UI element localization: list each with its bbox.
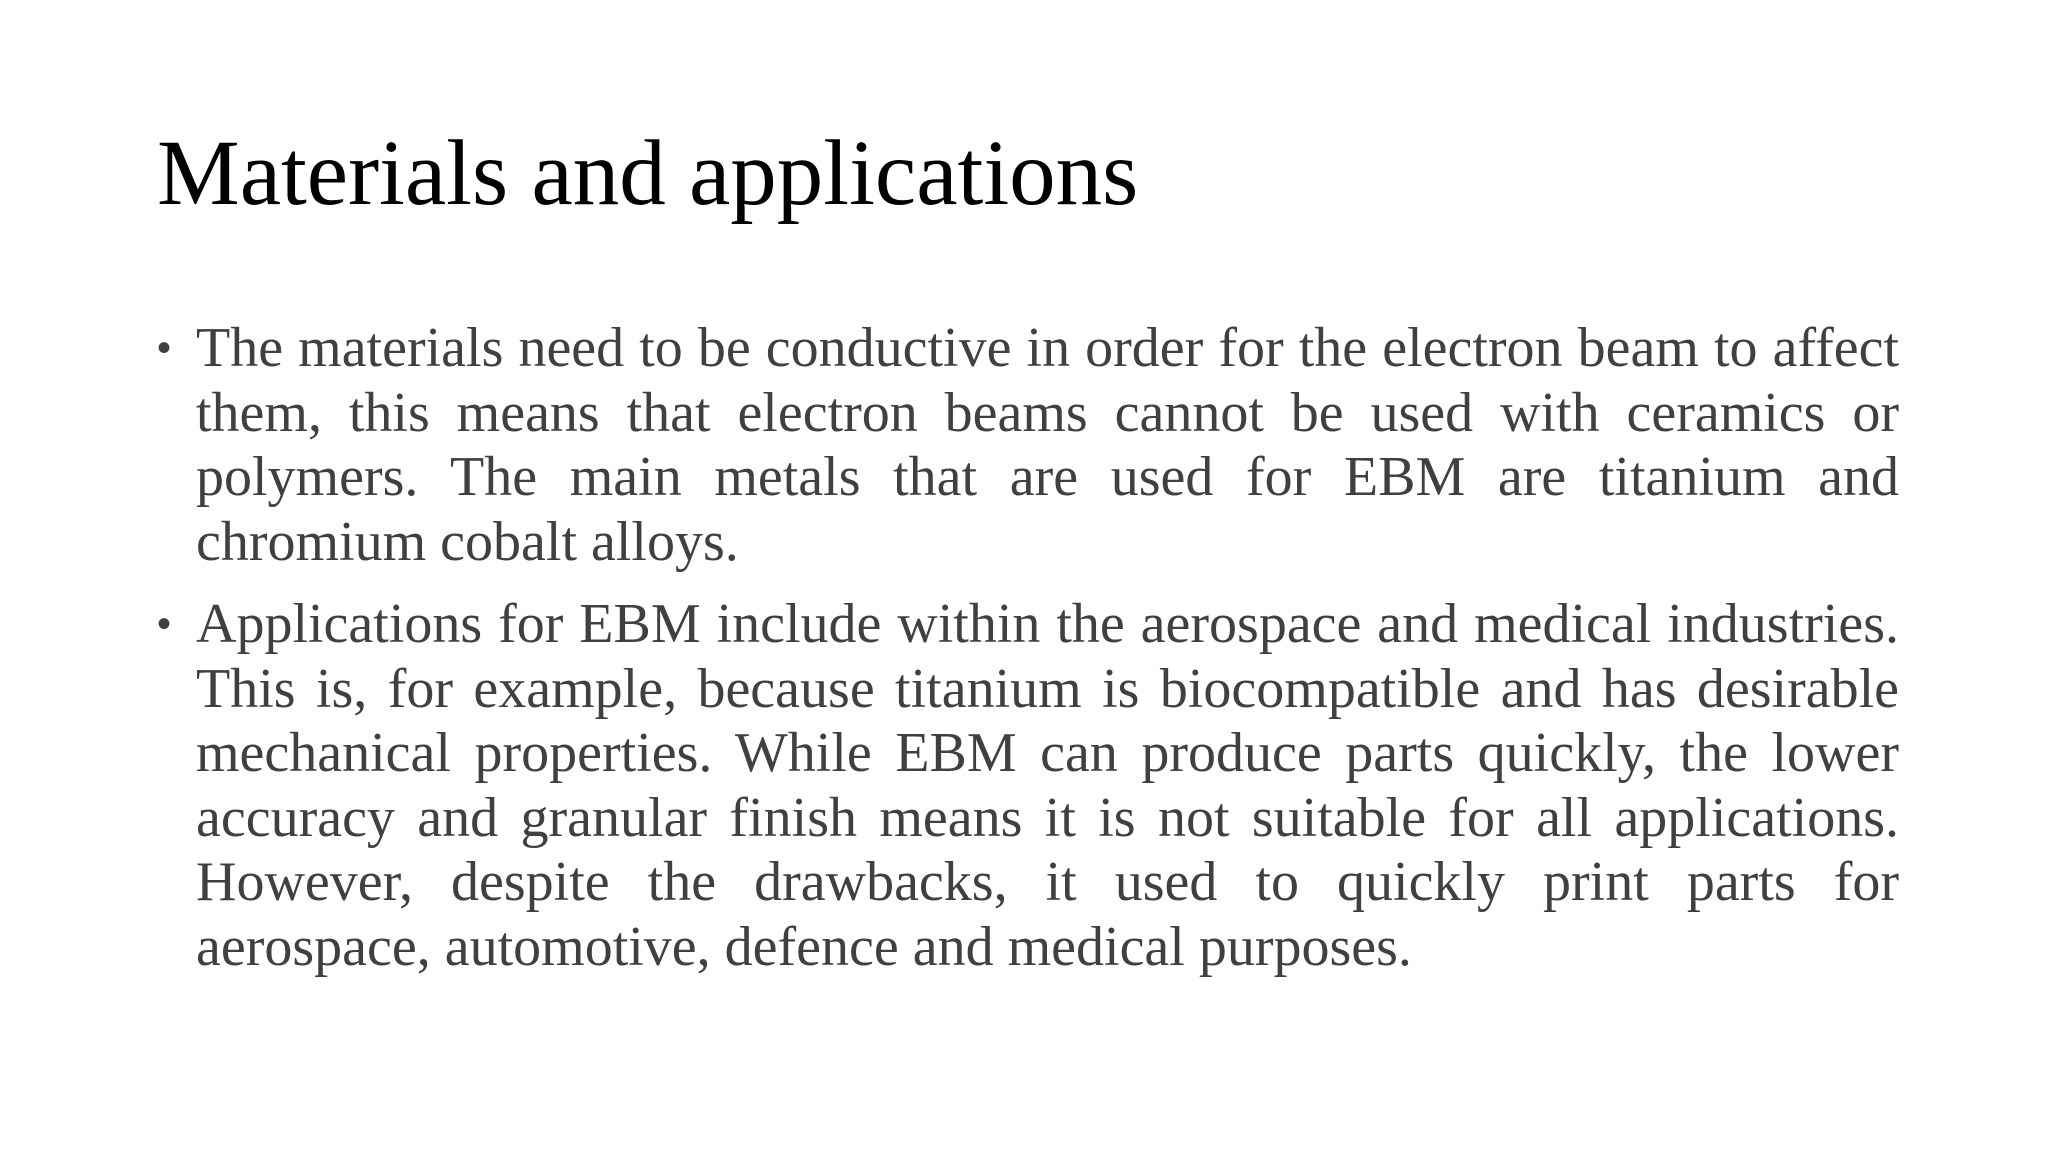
- bullet-marker: •: [157, 602, 172, 646]
- bullet-text-materials: The materials need to be conductive in order for the electron beam to affect them, this means that electron beams cannot be used with ceramics or polymers. The main metals that are used for EBM are titanium and chromium cobalt alloys.: [196, 317, 1899, 573]
- bullet-item-applications: [157, 592, 1899, 979]
- bullet-item-materials: [157, 316, 1899, 574]
- slide-title: Materials and applications: [157, 122, 1139, 225]
- bullet-text-applications: Applications for EBM include within the aerospace and medical industries. This is, for example, because titanium is biocompatible and has desirable mechanical properties. While EBM can produce parts quickly, the lower accuracy and granular finish means it is not suitable for all applications. However, despite the drawbacks, it used to quickly print parts for aerospace, automotive, defence and medical purposes.: [196, 593, 1899, 978]
- bullet-marker: •: [157, 326, 172, 370]
- bullet-list: [157, 316, 1899, 997]
